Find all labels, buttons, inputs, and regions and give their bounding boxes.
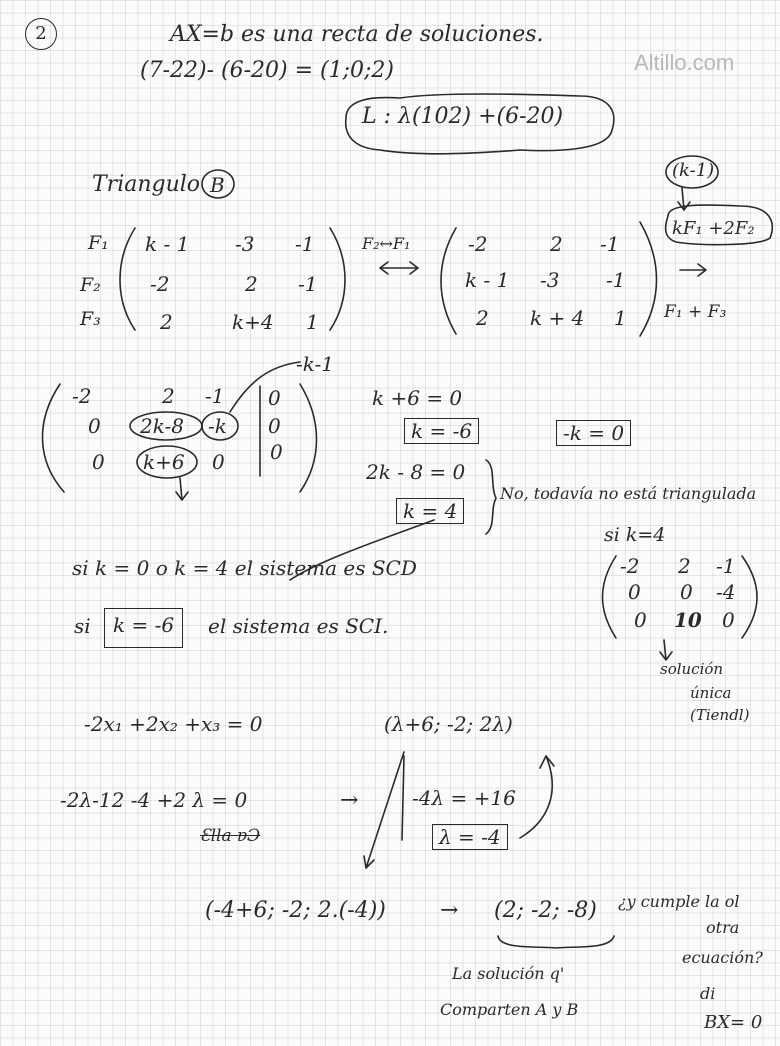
divider-line bbox=[402, 756, 404, 840]
eq-k-eq-4: k = 4 bbox=[396, 498, 464, 524]
matrix-a-cell: 1 bbox=[306, 310, 319, 334]
matrix-a-cell: -3 bbox=[235, 232, 255, 256]
si-k4-cell: 0 bbox=[680, 580, 693, 604]
question-text: ¿y cumple la ol bbox=[618, 892, 740, 911]
param-vector: (λ+6; -2; 2λ) bbox=[384, 712, 513, 736]
row-label-f2: F₂ bbox=[80, 274, 101, 296]
matrix-c-cell: 2 bbox=[162, 384, 175, 408]
k-minus-1-arrow bbox=[678, 188, 690, 210]
si-k4-cell: 0 bbox=[628, 580, 641, 604]
row-label-f3: F₃ bbox=[80, 308, 101, 330]
conclusion-1: La solución q' bbox=[452, 964, 565, 983]
matrix-c-cell: 0 bbox=[268, 414, 281, 438]
si-k4-cell: -1 bbox=[716, 554, 736, 578]
eq-2k-8: 2k - 8 = 0 bbox=[366, 460, 466, 484]
eq-lower-2: -2λ-12 -4 +2 λ = 0 bbox=[60, 788, 248, 812]
next-arrow bbox=[680, 264, 706, 276]
eq-minus-k: -k = 0 bbox=[556, 420, 631, 446]
eq-k-plus-6: k +6 = 0 bbox=[372, 386, 463, 410]
matrix-b-cell: 1 bbox=[614, 306, 627, 330]
note-no-triangulada: No, todavía no está triangulada bbox=[500, 484, 757, 503]
matrix-c-cell: -k bbox=[208, 414, 227, 438]
matrix-a-right-bracket bbox=[330, 228, 345, 330]
triangulo-letter: B bbox=[210, 173, 225, 197]
watermark: Altillo.com bbox=[634, 50, 735, 75]
matrix-b-cell: -2 bbox=[468, 232, 488, 256]
si-k4-left-bracket bbox=[603, 556, 617, 638]
matrix-a-cell: 2 bbox=[245, 272, 258, 296]
question-line3: ecuación? bbox=[682, 948, 763, 967]
op-kf1-2f2: kF₁ +2F₂ bbox=[672, 218, 755, 239]
matrix-c-cell: 0 bbox=[88, 414, 101, 438]
si-k4-cell: 2 bbox=[678, 554, 691, 578]
k-brace bbox=[486, 460, 496, 534]
curved-up-arrow bbox=[520, 756, 554, 838]
si-k4-cell: 0 bbox=[634, 608, 647, 632]
minus-k-minus-1: -k-1 bbox=[296, 352, 335, 376]
conclusion-2: Comparten A y B bbox=[440, 1000, 579, 1019]
final-underbrace bbox=[498, 936, 614, 948]
si-k4-label: si k=4 bbox=[604, 524, 666, 546]
row-label-f1: F₁ bbox=[88, 232, 109, 254]
matrix-b-cell: -1 bbox=[600, 232, 620, 256]
si-k4-right-bracket bbox=[742, 556, 757, 638]
arrow-1: → bbox=[340, 788, 359, 813]
matrix-a-cell: k - 1 bbox=[145, 232, 190, 256]
statement-scd: si k = 0 o k = 4 el sistema es SCD bbox=[72, 556, 417, 580]
problem-number: 2 bbox=[25, 18, 57, 50]
matrix-b-cell: k - 1 bbox=[465, 268, 510, 292]
matrix-b-cell: -1 bbox=[606, 268, 626, 292]
matrix-c-cell: -2 bbox=[72, 384, 92, 408]
matrix-a-cell: -2 bbox=[150, 272, 170, 296]
swap-op: F₂↔F₁ bbox=[362, 234, 411, 253]
final-left: (-4+6; -2; 2.(-4)) bbox=[205, 898, 386, 923]
matrix-b-left-bracket bbox=[441, 228, 456, 334]
eq-neg4-lambda: -4λ = +16 bbox=[412, 786, 516, 810]
si-k4-cell: 0 bbox=[722, 608, 735, 632]
header-line1: AX=b es una recta de soluciones. bbox=[170, 22, 544, 47]
eq-lower-1: -2x₁ +2x₂ +x₃ = 0 bbox=[84, 712, 263, 736]
matrix-a-cell: -1 bbox=[298, 272, 318, 296]
si-k4-cell: -4 bbox=[716, 580, 736, 604]
minus-k-connector bbox=[230, 362, 300, 412]
header-line2: (7-22)- (6-20) = (1;0;2) bbox=[140, 58, 395, 83]
statement-sci-suffix: el sistema es SCI. bbox=[208, 614, 389, 638]
matrix-b-cell: 2 bbox=[476, 306, 489, 330]
matrix-c-cell: 0 bbox=[212, 450, 225, 474]
eq-k-eq-m6: k = -6 bbox=[404, 418, 479, 444]
statement-sci-k: k = -6 bbox=[104, 608, 183, 648]
lambda-value: λ = -4 bbox=[432, 824, 508, 850]
matrix-c-cell: 0 bbox=[270, 440, 283, 464]
statement-sci-prefix: si bbox=[74, 614, 91, 638]
matrix-a-cell: k+4 bbox=[232, 310, 274, 334]
di-text: di bbox=[700, 984, 716, 1003]
swap-arrow bbox=[380, 262, 418, 274]
final-right: (2; -2; -8) bbox=[494, 898, 597, 923]
matrix-c-cell: -1 bbox=[205, 384, 225, 408]
matrix-c-cell: 0 bbox=[268, 386, 281, 410]
si-k4-cell: 10 bbox=[674, 608, 702, 632]
matrix-c-cell: 0 bbox=[92, 450, 105, 474]
matrix-a-left-bracket bbox=[120, 228, 135, 330]
crossed-text: Ɛlla ɐƆ bbox=[200, 826, 261, 846]
op-f1-f3: F₁ + F₃ bbox=[664, 302, 727, 322]
matrix-c-cell: k+6 bbox=[143, 450, 185, 474]
header-line3: L : λ(102) +(6-20) bbox=[362, 104, 564, 129]
triangulo-label: Triangulo bbox=[92, 172, 201, 197]
solucion-note-2: única bbox=[690, 684, 732, 702]
solucion-note-3: (Tiendl) bbox=[690, 706, 750, 724]
matrix-c-right-bracket bbox=[300, 384, 317, 492]
down-arrow-c bbox=[176, 478, 188, 500]
solucion-note-1: solución bbox=[660, 660, 724, 678]
matrix-b-cell: k + 4 bbox=[530, 306, 585, 330]
si-k4-cell: -2 bbox=[620, 554, 640, 578]
matrix-b-cell: 2 bbox=[550, 232, 563, 256]
si-k4-down-arrow bbox=[660, 640, 672, 660]
matrix-a-cell: 2 bbox=[160, 310, 173, 334]
matrix-b-cell: -3 bbox=[540, 268, 560, 292]
matrix-c-left-bracket bbox=[42, 384, 64, 492]
question-line2: otra bbox=[706, 918, 740, 937]
matrix-a-cell: -1 bbox=[295, 232, 315, 256]
matrix-b-right-bracket bbox=[640, 222, 657, 336]
matrix-c-cell: 2k-8 bbox=[140, 414, 184, 438]
bx-eq: BX= 0 bbox=[704, 1012, 763, 1033]
diag-arrow bbox=[364, 752, 404, 868]
arrow-2: → bbox=[440, 898, 459, 923]
op-k-minus-1: (k-1) bbox=[672, 160, 715, 181]
